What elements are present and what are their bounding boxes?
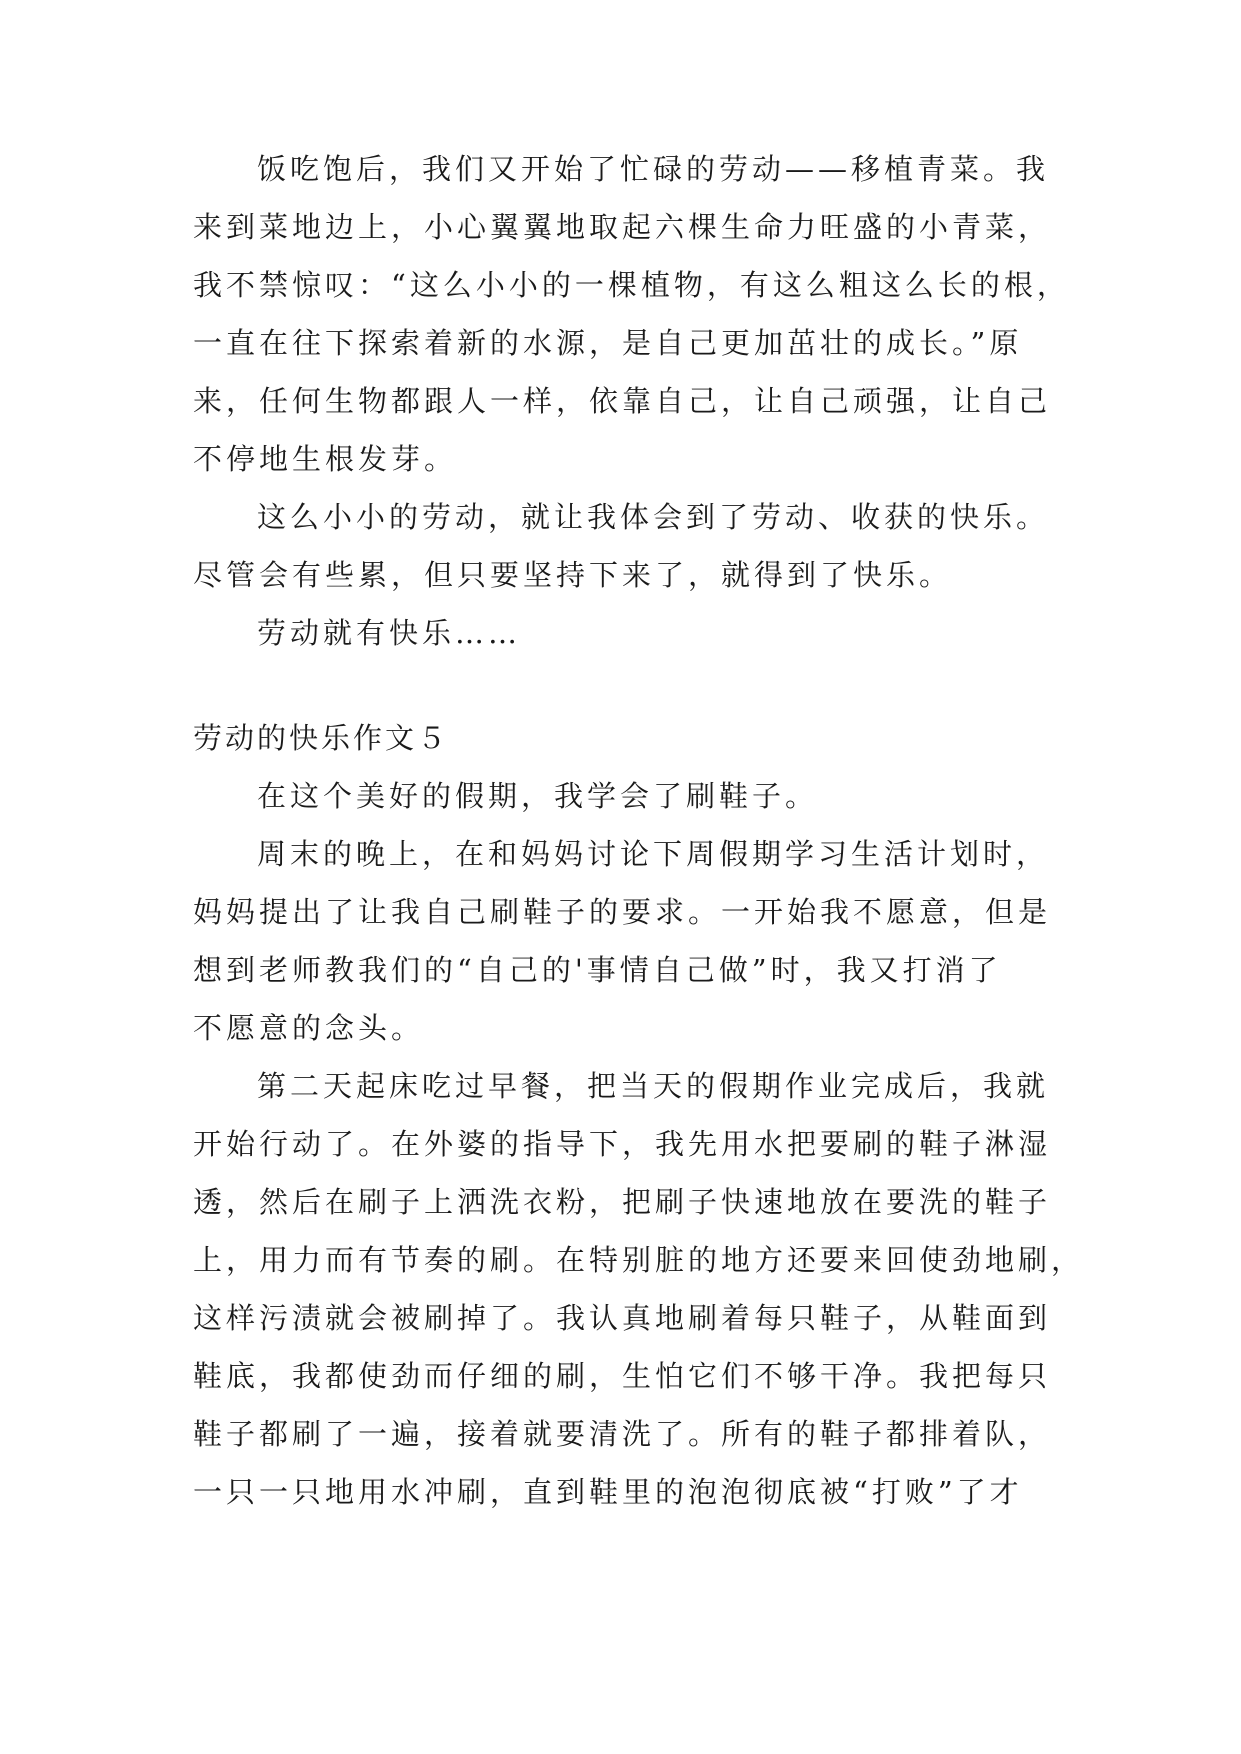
text-line: 尽管会有些累，但只要坚持下来了，就得到了快乐。 xyxy=(193,558,953,592)
text-line: 这么小小的劳动，就让我体会到了劳动、收获的快乐。 xyxy=(257,500,1050,534)
paragraph xyxy=(193,767,1073,825)
paragraph xyxy=(193,825,1073,1057)
text-line: 鞋子都刷了一遍，接着就要清洗了。所有的鞋子都排着队， xyxy=(193,1417,1052,1451)
text-line: 鞋底，我都使劲而仔细的刷，生怕它们不够干净。我把每只 xyxy=(193,1359,1052,1393)
text-line: 透，然后在刷子上洒洗衣粉，把刷子快速地放在要洗的鞋子 xyxy=(193,1185,1052,1219)
paragraph xyxy=(193,140,1073,488)
text-line: 上，用力而有节奏的刷。在特别脏的地方还要来回使劲地刷， xyxy=(193,1243,1085,1277)
text-line: 周末的晚上，在和妈妈讨论下周假期学习生活计划时， xyxy=(257,837,1050,871)
text-line: 不愿意的念头。 xyxy=(193,1011,425,1045)
text-line: 想到老师教我们的“自己的'事情自己做”时，我又打消了 xyxy=(193,953,1002,987)
paragraph xyxy=(193,604,1073,662)
text-line: 开始行动了。在外婆的指导下，我先用水把要刷的鞋子淋湿 xyxy=(193,1127,1052,1161)
text-line: 不停地生根发芽。 xyxy=(193,442,458,476)
paragraph xyxy=(193,488,1073,604)
text-line: 来到菜地边上，小心翼翼地取起六棵生命力旺盛的小青菜， xyxy=(193,210,1052,244)
text-line: 一直在往下探索着新的水源，是自己更加茁壮的成长。”原 xyxy=(193,326,1023,360)
text-line: 一只一只地用水冲刷，直到鞋里的泡泡彻底被“打败”了才 xyxy=(193,1475,1023,1509)
text-line: 劳动就有快乐…… xyxy=(257,616,522,650)
text-line: 这样污渍就会被刷掉了。我认真地刷着每只鞋子，从鞋面到 xyxy=(193,1301,1052,1335)
text-line: 在这个美好的假期，我学会了刷鞋子。 xyxy=(257,779,819,813)
essay-heading: 劳动的快乐作文５ xyxy=(193,721,450,755)
essay-section-1 xyxy=(193,140,1073,662)
text-line: 妈妈提出了让我自己刷鞋子的要求。一开始我不愿意，但是 xyxy=(193,895,1052,929)
text-line: 来，任何生物都跟人一样，依靠自己，让自己顽强，让自己 xyxy=(193,384,1052,418)
paragraph xyxy=(193,1057,1085,1521)
text-line: 我不禁惊叹：“这么小小的一棵植物，有这么粗这么长的根， xyxy=(193,268,1070,302)
text-line: 饭吃饱后，我们又开始了忙碌的劳动——移植青菜。我 xyxy=(257,152,1050,186)
text-line: 第二天起床吃过早餐，把当天的假期作业完成后，我就 xyxy=(257,1069,1050,1103)
essay-section-2 xyxy=(193,767,1085,1521)
